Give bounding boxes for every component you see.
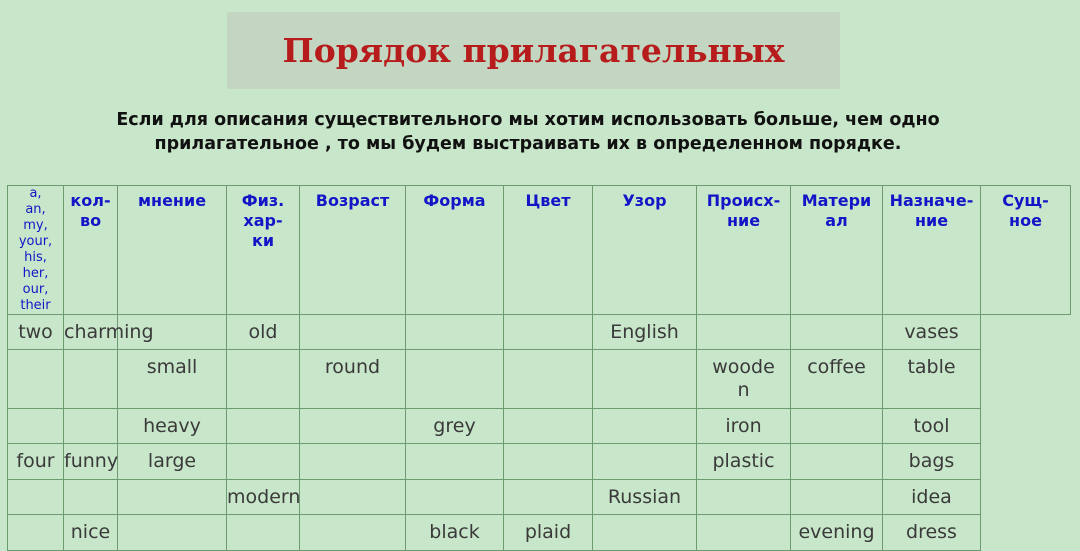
subtitle-line-2: прилагательное , то мы будем выстраивать их в определенном порядке. <box>154 134 902 154</box>
article-word: a, <box>29 186 42 201</box>
table-cell <box>300 444 406 480</box>
table-cell: bags <box>883 444 981 480</box>
table-cell: old <box>227 315 300 350</box>
adjective-order-table <box>7 185 1071 551</box>
table-cell <box>227 444 300 480</box>
table-cell <box>300 315 406 350</box>
table-cell: wooden <box>697 350 791 409</box>
articles-cell <box>8 186 64 315</box>
column-header: Назначе-ние <box>883 186 981 315</box>
article-word: our, <box>22 282 49 297</box>
table-cell: vases <box>883 315 981 350</box>
table-cell: nice <box>64 515 118 551</box>
table-cell: funny <box>64 444 118 480</box>
table-cell <box>8 480 64 515</box>
table-cell: small <box>118 350 227 409</box>
table-cell <box>791 409 883 444</box>
table-cell <box>300 515 406 551</box>
table-cell <box>300 480 406 515</box>
column-header: Сущ-ное <box>981 186 1071 315</box>
table-cell: dress <box>883 515 981 551</box>
table-cell <box>227 350 300 409</box>
column-header: Узор <box>593 186 697 315</box>
table-cell <box>406 350 504 409</box>
table-row <box>8 350 1071 409</box>
table-cell <box>504 409 593 444</box>
table-cell <box>593 515 697 551</box>
article-word: my, <box>23 218 48 233</box>
table-cell: Russian <box>593 480 697 515</box>
table-cell <box>118 480 227 515</box>
table-cell: coffee <box>791 350 883 409</box>
table-row <box>8 444 1071 480</box>
table-cell: four <box>8 444 64 480</box>
table-cell: round <box>300 350 406 409</box>
table-cell <box>227 515 300 551</box>
table-cell <box>791 444 883 480</box>
table-cell <box>791 315 883 350</box>
table-cell: iron <box>697 409 791 444</box>
article-word: his, <box>24 250 47 265</box>
table-row <box>8 515 1071 551</box>
column-header: Форма <box>406 186 504 315</box>
table-cell <box>697 515 791 551</box>
column-header: Матери ал <box>791 186 883 315</box>
table-cell: tool <box>883 409 981 444</box>
table-cell <box>8 350 64 409</box>
table-cell <box>593 444 697 480</box>
table-cell: evening <box>791 515 883 551</box>
table-row <box>8 315 1071 350</box>
article-word: their <box>20 298 51 313</box>
table-cell <box>697 315 791 350</box>
table-cell: charming <box>64 315 118 350</box>
page-title: Порядок прилагательных <box>282 31 785 70</box>
table-cell <box>227 409 300 444</box>
table-cell: English <box>593 315 697 350</box>
column-header: мнение <box>118 186 227 315</box>
table-cell <box>406 315 504 350</box>
article-word: her, <box>22 266 49 281</box>
table-cell: heavy <box>118 409 227 444</box>
title-box <box>227 12 840 89</box>
table-row <box>8 409 1071 444</box>
table-cell: table <box>883 350 981 409</box>
table-cell: idea <box>883 480 981 515</box>
article-word: your, <box>18 234 53 249</box>
table-cell <box>118 515 227 551</box>
table-cell <box>300 409 406 444</box>
header-row <box>8 186 1071 315</box>
column-header: Цвет <box>504 186 593 315</box>
column-header: Физ. хар-ки <box>227 186 300 315</box>
table-cell <box>593 350 697 409</box>
table-cell: black <box>406 515 504 551</box>
table-cell: large <box>118 444 227 480</box>
table-cell <box>406 444 504 480</box>
table-cell <box>64 350 118 409</box>
table-cell <box>8 409 64 444</box>
table-cell <box>791 480 883 515</box>
table-cell <box>406 480 504 515</box>
articles-list <box>8 186 63 314</box>
table-cell <box>593 409 697 444</box>
table-cell <box>504 480 593 515</box>
table-row <box>8 480 1071 515</box>
table-cell <box>697 480 791 515</box>
table-cell <box>8 515 64 551</box>
column-header: Возраст <box>300 186 406 315</box>
table-cell <box>504 315 593 350</box>
table-cell <box>64 409 118 444</box>
article-word: an, <box>25 202 46 217</box>
table-cell: two <box>8 315 64 350</box>
table-cell <box>504 444 593 480</box>
table-cell: plaid <box>504 515 593 551</box>
column-header: кол-во <box>64 186 118 315</box>
column-header: Происх-ние <box>697 186 791 315</box>
table-cell: modern <box>227 480 300 515</box>
table-cell <box>64 480 118 515</box>
subtitle <box>0 108 1056 156</box>
table-cell <box>504 350 593 409</box>
table-cell: grey <box>406 409 504 444</box>
subtitle-line-1: Если для описания существительного мы хотим использовать больше, чем одно <box>116 110 940 130</box>
table-cell: plastic <box>697 444 791 480</box>
